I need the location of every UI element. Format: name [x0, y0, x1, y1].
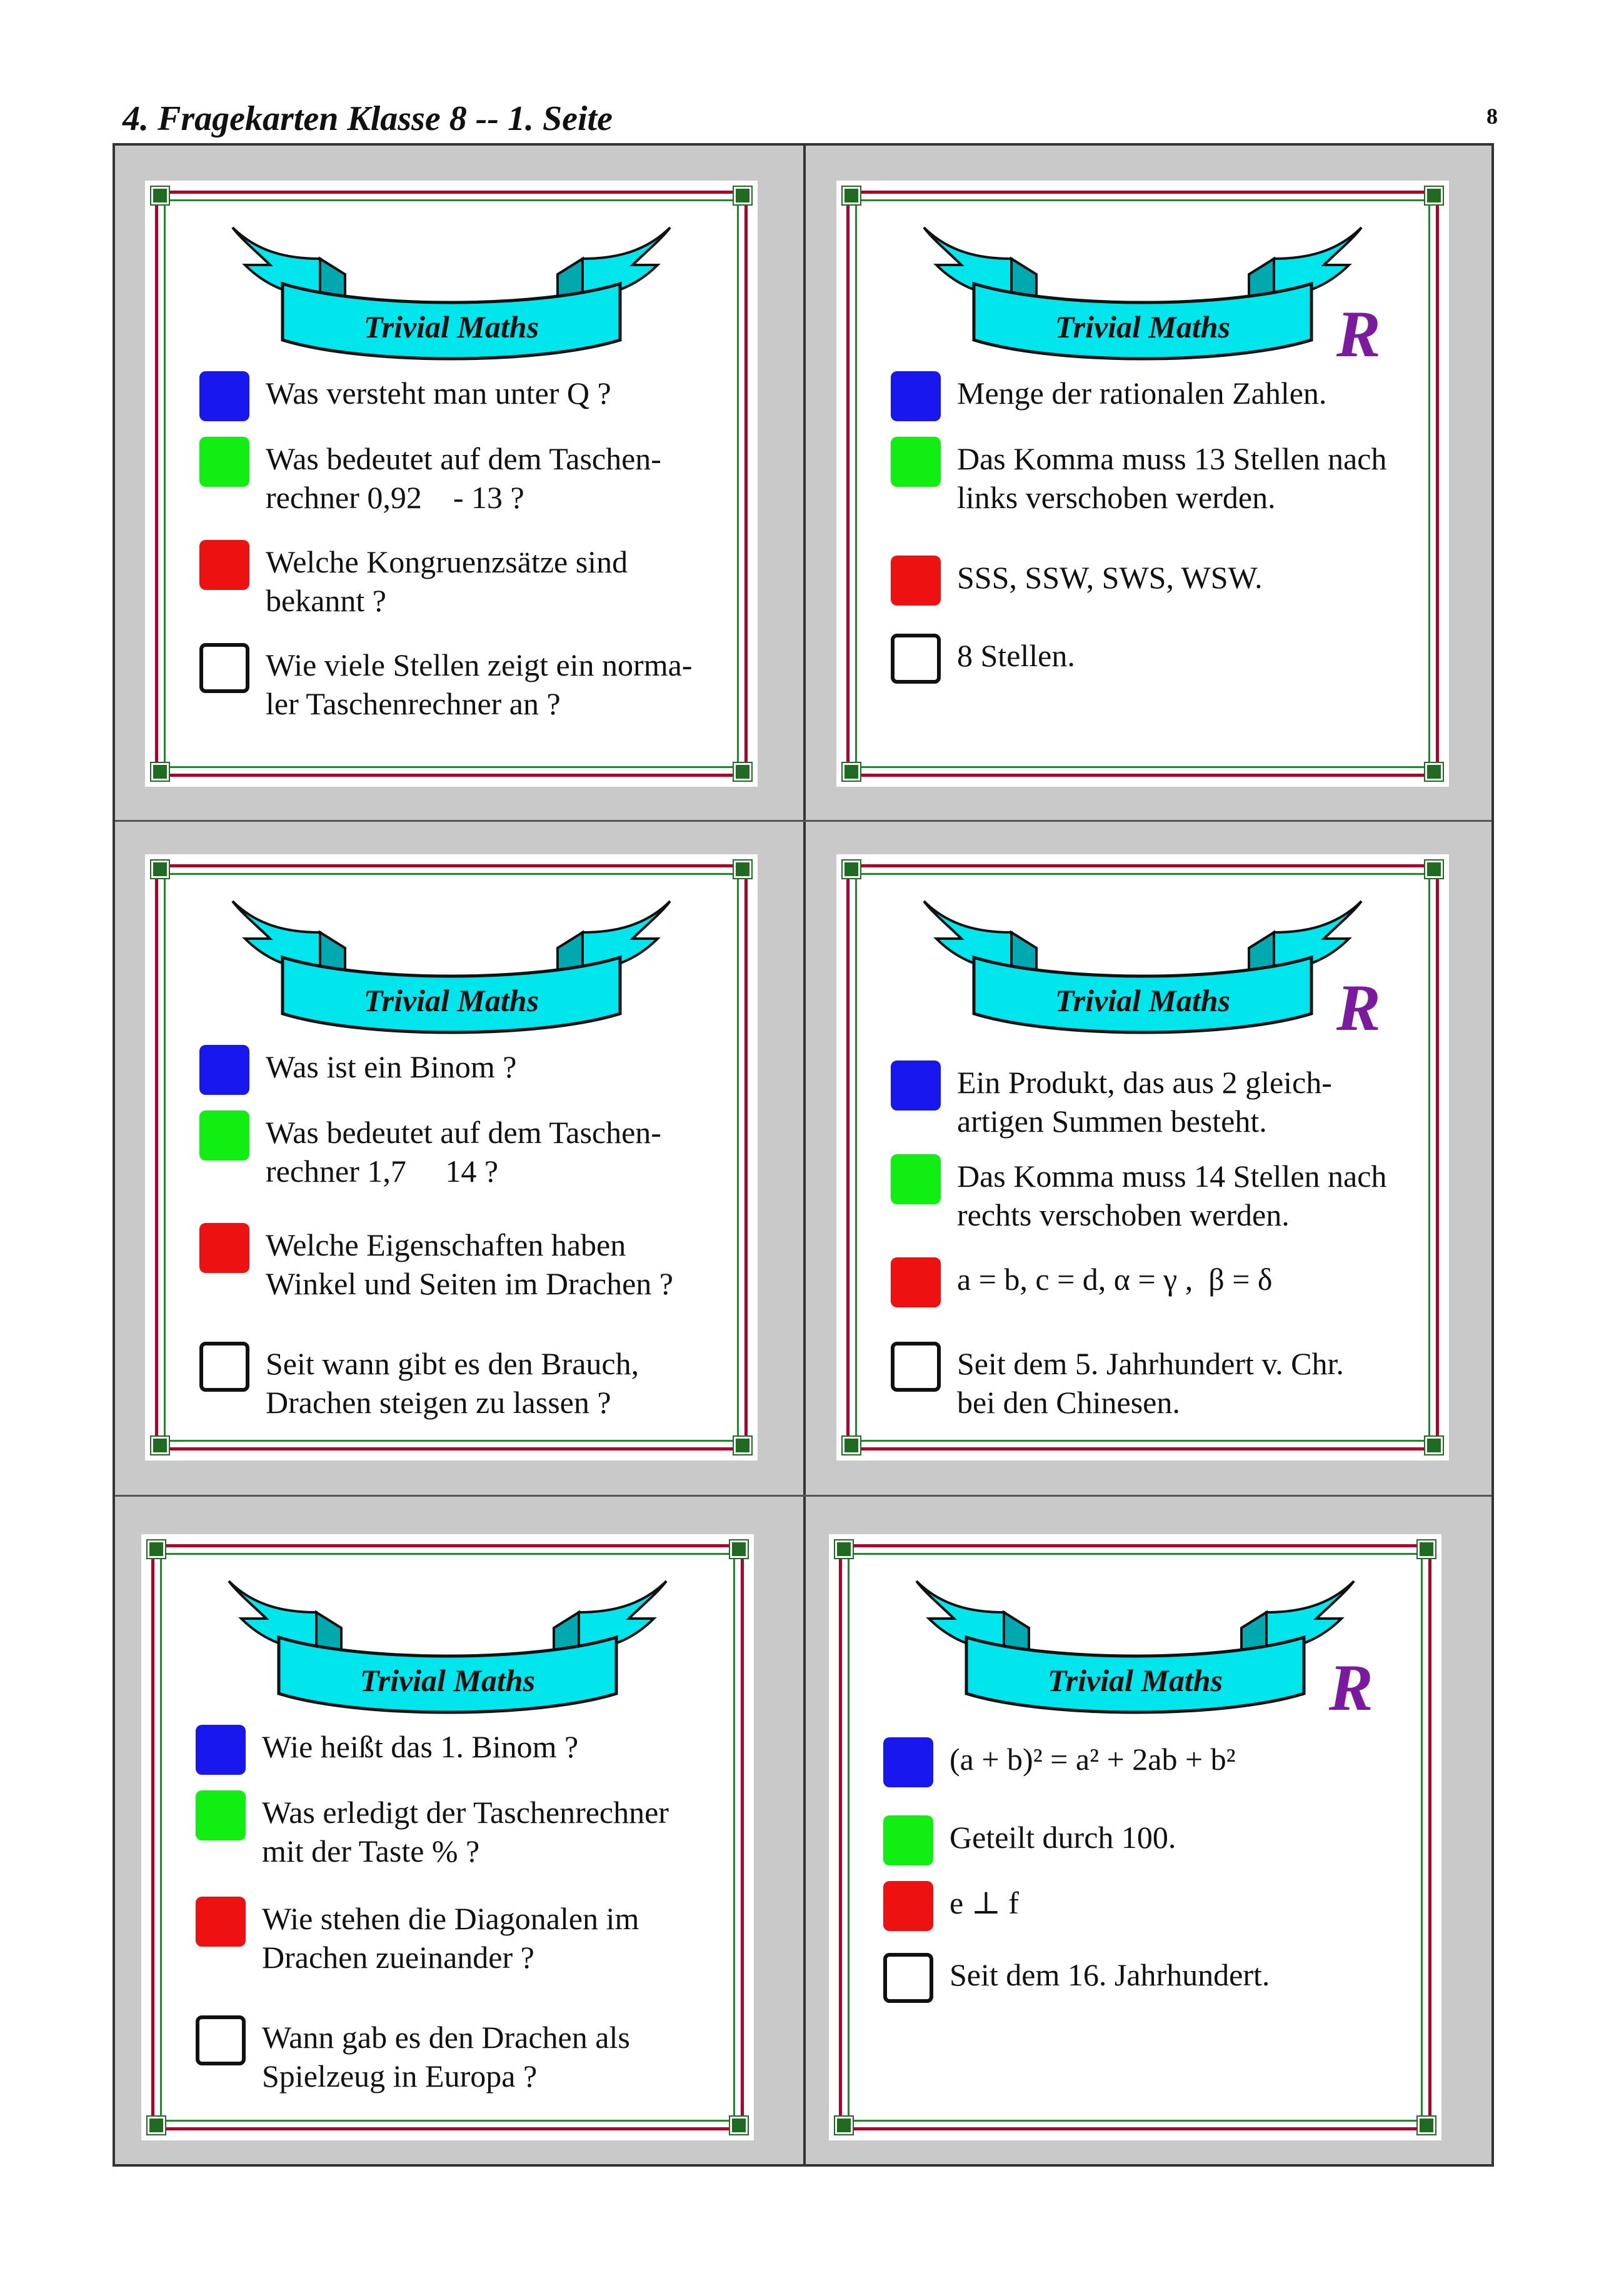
- item-text: Was versteht man unter Q ?: [266, 376, 611, 411]
- item-text: a = b, c = d, α = γ , β = δ: [957, 1262, 1273, 1297]
- corner-ornament: [734, 861, 751, 878]
- item-text: SSS, SSW, SWS, WSW.: [957, 560, 1263, 595]
- banner-title: Trivial Maths: [363, 309, 539, 344]
- category-red-square: [199, 540, 249, 590]
- item-text: Ein Produkt, das aus 2 gleich-: [957, 1065, 1332, 1100]
- banner-title: Trivial Maths: [1055, 309, 1231, 344]
- banner-title: Trivial Maths: [359, 1663, 536, 1698]
- answer-card: [836, 854, 1449, 1460]
- category-white-square: [199, 1342, 249, 1392]
- item-text: Wie stehen die Diagonalen im: [262, 1901, 639, 1936]
- item-text: Welche Kongruenzsätze sind: [266, 544, 628, 579]
- banner-title: Trivial Maths: [1055, 983, 1231, 1018]
- item-text: bei den Chinesen.: [957, 1385, 1180, 1420]
- item-text: (a + b)² = a² + 2ab + b²: [950, 1742, 1236, 1777]
- corner-ornament: [843, 187, 860, 204]
- item-text: Das Komma muss 14 Stellen nach: [957, 1159, 1387, 1194]
- item-text: Was bedeutet auf dem Taschen-: [266, 441, 661, 476]
- corner-ornament: [151, 763, 169, 781]
- corner-ornament: [148, 1540, 165, 1558]
- item-text: rechts verschoben werden.: [957, 1197, 1290, 1232]
- item-text: rechner 1,7 14 ?: [266, 1154, 499, 1189]
- corner-ornament: [843, 1437, 860, 1454]
- corner-ornament: [1425, 187, 1443, 204]
- category-white-square: [883, 1953, 933, 2003]
- corner-ornament: [730, 1540, 748, 1558]
- horizontal-cut-line: [115, 1495, 1491, 1497]
- answer-mark: R: [1336, 297, 1381, 371]
- item-text: Was erledigt der Taschenrechner: [262, 1795, 669, 1830]
- item-text: Seit dem 5. Jahrhundert v. Chr.: [957, 1346, 1344, 1381]
- category-green-square: [199, 1111, 249, 1160]
- item-text: Welche Eigenschaften haben: [266, 1227, 626, 1262]
- category-green-square: [883, 1815, 933, 1865]
- category-blue-square: [199, 371, 249, 421]
- corner-ornament: [734, 1437, 751, 1454]
- item-text: Drachen steigen zu lassen ?: [266, 1385, 611, 1420]
- item-text: Spielzeug in Europa ?: [262, 2059, 538, 2094]
- ribbon-banner: [911, 889, 1374, 1039]
- item-text: Seit dem 16. Jahrhundert.: [950, 1957, 1270, 1992]
- item-text: e ⊥ f: [950, 1885, 1019, 1920]
- category-blue-square: [883, 1737, 933, 1787]
- corner-ornament: [843, 763, 860, 781]
- corner-ornament: [1418, 1540, 1435, 1558]
- category-green-square: [891, 437, 941, 487]
- banner-title: Trivial Maths: [363, 983, 539, 1018]
- ribbon-banner: [904, 1569, 1366, 1719]
- item-text: mit der Taste % ?: [262, 1834, 480, 1869]
- item-text: Seit wann gibt es den Brauch,: [266, 1346, 639, 1381]
- category-blue-square: [891, 1061, 941, 1111]
- page-title: 4. Fragekarten Klasse 8 -- 1. Seite: [123, 99, 613, 138]
- item-text: Drachen zueinander ?: [262, 1940, 534, 1975]
- item-text: Geteilt durch 100.: [950, 1820, 1176, 1855]
- banner-title: Trivial Maths: [1047, 1663, 1223, 1698]
- item-text: 8 Stellen.: [957, 638, 1075, 673]
- corner-ornament: [730, 2117, 748, 2134]
- category-red-square: [891, 1257, 941, 1307]
- item-text: Was ist ein Binom ?: [266, 1049, 517, 1084]
- category-green-square: [196, 1790, 246, 1840]
- category-white-square: [891, 1342, 941, 1392]
- ribbon-banner: [220, 215, 683, 365]
- category-green-square: [199, 437, 249, 487]
- item-text: Menge der rationalen Zahlen.: [957, 376, 1327, 411]
- item-text: Was bedeutet auf dem Taschen-: [266, 1115, 661, 1150]
- corner-ornament: [1425, 1437, 1443, 1454]
- question-card: [141, 1534, 754, 2140]
- corner-ornament: [151, 861, 169, 878]
- item-text: artigen Summen besteht.: [957, 1104, 1267, 1139]
- category-red-square: [891, 556, 941, 606]
- corner-ornament: [151, 187, 169, 204]
- corner-ornament: [835, 2117, 853, 2134]
- corner-ornament: [1425, 861, 1443, 878]
- category-red-square: [196, 1897, 246, 1947]
- ribbon-banner: [911, 215, 1374, 365]
- category-white-square: [891, 634, 941, 684]
- category-green-square: [891, 1154, 941, 1204]
- item-text: ler Taschenrechner an ?: [266, 686, 561, 721]
- item-text: Wie heißt das 1. Binom ?: [262, 1729, 579, 1764]
- corner-ornament: [1425, 763, 1443, 781]
- item-text: Wie viele Stellen zeigt ein norma-: [266, 647, 693, 682]
- item-text: rechner 0,92 - 13 ?: [266, 480, 524, 515]
- item-text: Wann gab es den Drachen als: [262, 2020, 630, 2055]
- corner-ornament: [148, 2117, 165, 2134]
- horizontal-cut-line: [115, 820, 1491, 822]
- page-number: 8: [1486, 104, 1498, 129]
- category-white-square: [199, 643, 249, 693]
- category-blue-square: [196, 1725, 246, 1775]
- category-red-square: [199, 1223, 249, 1273]
- question-card: [145, 854, 758, 1460]
- corner-ornament: [734, 763, 751, 781]
- item-text: links verschoben werden.: [957, 480, 1276, 515]
- item-text: Winkel und Seiten im Drachen ?: [266, 1266, 673, 1301]
- answer-mark: R: [1336, 971, 1381, 1044]
- item-text: Das Komma muss 13 Stellen nach: [957, 441, 1387, 476]
- category-blue-square: [891, 371, 941, 421]
- item-text: bekannt ?: [266, 583, 386, 618]
- category-blue-square: [199, 1045, 249, 1095]
- category-red-square: [883, 1881, 933, 1931]
- answer-card: [829, 1534, 1441, 2140]
- corner-ornament: [151, 1437, 169, 1454]
- question-card: [145, 181, 758, 787]
- answer-mark: R: [1329, 1651, 1373, 1724]
- corner-ornament: [835, 1540, 853, 1558]
- answer-card: [836, 181, 1449, 787]
- ribbon-banner: [216, 1569, 679, 1719]
- vertical-cut-line: [803, 146, 806, 2164]
- category-white-square: [196, 2015, 246, 2065]
- ribbon-banner: [220, 889, 683, 1039]
- corner-ornament: [734, 187, 751, 204]
- corner-ornament: [1418, 2117, 1435, 2134]
- corner-ornament: [843, 861, 860, 878]
